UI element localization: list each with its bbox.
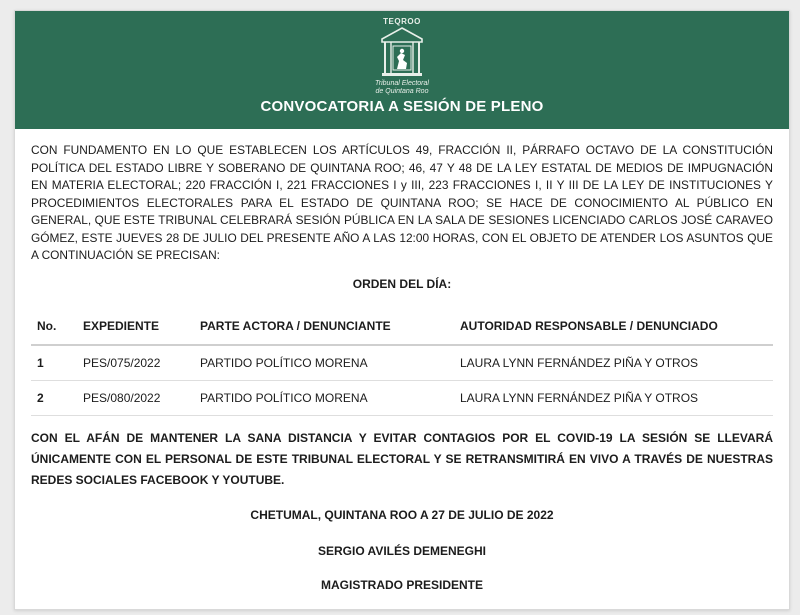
logo-name-line1: Tribunal Electoral <box>375 80 429 87</box>
place-date: CHETUMAL, QUINTANA ROO A 27 DE JULIO DE 2022 <box>250 508 554 522</box>
signer-title: MAGISTRADO PRESIDENTE <box>320 578 483 592</box>
logo-acronym: TEQROO <box>383 17 421 26</box>
cell-parte-actora: PARTIDO POLÍTICO MORENA <box>194 381 454 416</box>
covid-notice: CON EL AFÁN DE MANTENER LA SANA DISTANCIA Y EVITAR CONTAGIOS POR EL COVID-19 LA SESIÓN SE LLEVARÁ ÚNICAMENTE CON EL PERSONAL DE ESTE TRIBUNAL ELECTORAL Y SE RETRANSMITIRÁ EN VIVO A TRAVÉS DE NUESTRAS REDES SOCIALES FACEBOOK Y YOUTUBE. <box>31 431 773 487</box>
cell-expediente: PES/075/2022 <box>77 345 194 381</box>
cell-no: 2 <box>31 381 77 416</box>
signer-name: SERGIO AVILÉS DEMENEGHI <box>317 544 487 558</box>
table-row <box>31 381 773 416</box>
header-banner <box>15 11 789 129</box>
agenda-table <box>31 308 773 416</box>
page-title: CONVOCATORIA A SESIÓN DE PLENO <box>260 98 544 115</box>
cell-autoridad: LAURA LYNN FERNÁNDEZ PIÑA Y OTROS <box>454 345 773 381</box>
teqroo-logo <box>370 17 434 103</box>
tribunal-emblem-icon <box>380 27 424 79</box>
cell-no: 1 <box>31 345 77 381</box>
intro-paragraph: CON FUNDAMENTO EN LO QUE ESTABLECEN LOS ARTÍCULOS 49, FRACCIÓN II, PÁRRAFO OCTAVO DE LA CONSTITUCIÓN POLÍTICA DEL ESTADO LIBRE Y SOBERANO DE QUINTANA ROO; 46, 47 Y 48 DE LA LEY ESTATAL DE MEDIOS DE IMPUGNACIÓN EN MATERIA ELECTORAL; 220 FRACCIÓN I, 221 FRACCIONES I y III, 223 FRACCIONES I, II Y III DE LA LEY DE INSTITUCIONES Y PROCEDIMIENTOS ELECTORALES PARA EL ESTADO DE QUINTANA ROO; SE HACE DE CONOCIMIENTO AL PÚBLICO EN GENERAL, QUE ESTE TRIBUNAL CELEBRARÁ SESIÓN PÚBLICA EN LA SALA DE SESIONES LICENCIADO CARLOS JOSÉ CARAVEO GÓMEZ, ESTE JUEVES 28 DE JULIO DEL PRESENTE AÑO A LAS 12:00 HORAS, CON EL OBJETO DE ATENDER LOS ASUNTOS QUE A CONTINUACIÓN SE PRECISAN: <box>31 143 773 262</box>
table-header-row <box>31 308 773 345</box>
table-row <box>31 345 773 381</box>
cell-expediente: PES/080/2022 <box>77 381 194 416</box>
cell-parte-actora: PARTIDO POLÍTICO MORENA <box>194 345 454 381</box>
cell-autoridad: LAURA LYNN FERNÁNDEZ PIÑA Y OTROS <box>454 381 773 416</box>
column-header-autoridad: AUTORIDAD RESPONSABLE / DENUNCIADO <box>454 308 773 345</box>
logo-name-line2: de Quintana Roo <box>375 88 429 95</box>
column-header-no: No. <box>31 308 77 345</box>
column-header-parte-actora: PARTE ACTORA / DENUNCIANTE <box>194 308 454 345</box>
column-header-expediente: EXPEDIENTE <box>77 308 194 345</box>
agenda-heading: ORDEN DEL DÍA: <box>352 277 452 291</box>
convocatoria-card <box>14 10 790 610</box>
